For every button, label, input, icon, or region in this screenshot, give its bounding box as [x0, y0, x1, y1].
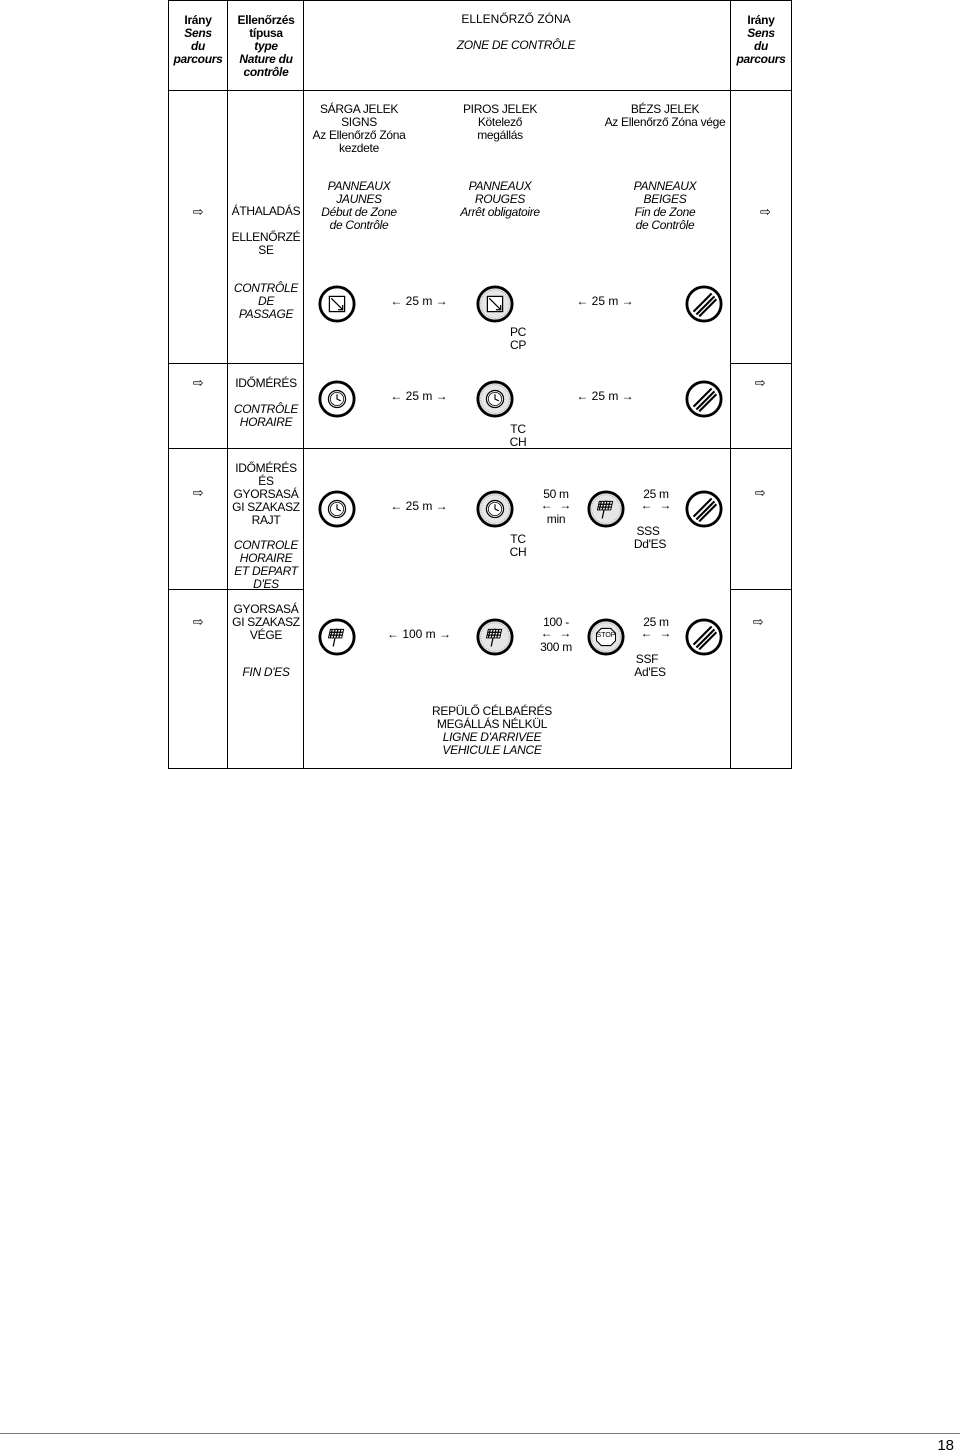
- header-type-5: contrôle: [243, 65, 289, 79]
- header-du-right: du: [753, 39, 769, 53]
- yellow-signs-fr-4: de Contrôle: [329, 218, 389, 232]
- row3-distance-2a: 50 m: [543, 487, 569, 501]
- table-border-left: [168, 0, 169, 769]
- row3-type-hu-1: IDŐMÉRÉS: [235, 461, 297, 475]
- row3-distance-3: 25 m: [643, 487, 669, 501]
- row2-type-fr-2: HORAIRE: [239, 415, 293, 429]
- yellow-signs-l3: Az Ellenőrző Zóna: [312, 128, 406, 142]
- stage-start-red-flag-sign-icon: [587, 490, 625, 528]
- table-divider: [168, 448, 792, 449]
- row2-type-hu: IDŐMÉRÉS: [235, 376, 297, 390]
- row2-distance-1: ← 25 m →: [390, 389, 448, 403]
- direction-arrow-icon: ⇨: [192, 375, 204, 390]
- yellow-signs-l2: SIGNS: [341, 115, 377, 129]
- passage-control-yellow-sign-icon: [318, 285, 356, 323]
- row3-code-2: CH: [509, 545, 527, 559]
- row3-type-hu-5: RAJT: [251, 513, 281, 527]
- red-signs-fr-2: ROUGES: [474, 192, 526, 206]
- row4-type-hu-2: GI SZAKASZ: [232, 615, 300, 629]
- direction-arrow-icon: ⇨: [754, 485, 766, 500]
- header-sens-right: Sens: [747, 26, 775, 40]
- red-signs-fr-1: PANNEAUX: [468, 179, 532, 193]
- table-border-top: [168, 0, 792, 1]
- direction-arrow-icon: ⇨: [192, 485, 204, 500]
- row4-distance-1-value: 100 m: [402, 627, 436, 641]
- table-divider: [730, 589, 792, 590]
- row3-type-hu-4: GI SZAKASZ: [232, 500, 300, 514]
- row1-type-fr-3: PASSAGE: [238, 307, 294, 321]
- finish-line-fr-2: VEHICULE LANCE: [442, 743, 542, 757]
- red-signs-l2: Kötelező: [477, 115, 523, 129]
- red-signs-fr-3: Arrêt obligatoire: [460, 205, 540, 219]
- header-irany-left: Irány: [184, 13, 212, 27]
- red-signs-l3: megállás: [477, 128, 523, 142]
- row4-distance-2a: 100 -: [543, 615, 569, 629]
- header-parcours-right: parcours: [736, 52, 786, 66]
- row4-type-hu-3: VÉGE: [249, 628, 283, 642]
- direction-arrow-icon: ⇨: [754, 375, 766, 390]
- row4-distance-3: 25 m: [643, 615, 669, 629]
- header-sens-left: Sens: [184, 26, 212, 40]
- finish-line-fr-1: LIGNE D'ARRIVEE: [442, 730, 542, 744]
- table-divider: [168, 90, 792, 91]
- direction-arrow-icon: ⇨: [752, 614, 764, 629]
- row3-type-fr-4: D'ES: [253, 577, 279, 591]
- row4-distance-2-arrows: ← →: [540, 626, 572, 640]
- end-zone-beige-sign-icon: [685, 380, 723, 418]
- row3-code-1: TC: [510, 532, 526, 546]
- beige-signs-fr-2: BEIGES: [643, 192, 687, 206]
- row2-distance-2-value: 25 m: [591, 389, 619, 403]
- row3-type-fr-2: HORAIRE: [239, 551, 293, 565]
- row4-type-hu-1: GYORSASÁ: [233, 602, 299, 616]
- row4-code-1: SSF: [635, 652, 659, 666]
- beige-signs-fr-3: Fin de Zone: [634, 205, 696, 219]
- header-du-left: du: [190, 39, 206, 53]
- yellow-signs-fr-2: JAUNES: [336, 192, 382, 206]
- stop-sign-label: STOP: [596, 632, 616, 639]
- row3-distance-1-value: 25 m: [405, 499, 433, 513]
- end-zone-beige-sign-icon: [685, 618, 723, 656]
- yellow-signs-fr-1: PANNEAUX: [327, 179, 391, 193]
- beige-signs-fr-4: de Contrôle: [635, 218, 695, 232]
- row2-distance-2: ← 25 m →: [576, 389, 634, 403]
- row3-code-4: Dd'ES: [633, 537, 667, 551]
- time-control-yellow-sign-icon: [318, 380, 356, 418]
- end-zone-beige-sign-icon: [685, 285, 723, 323]
- row4-type-fr: FIN D'ES: [242, 665, 290, 679]
- header-type-4: Nature du: [239, 52, 293, 66]
- row2-type-fr-1: CONTRÔLE: [233, 402, 299, 416]
- passage-control-red-sign-icon: [476, 285, 514, 323]
- beige-signs-l2: Az Ellenőrző Zóna vége: [604, 115, 726, 129]
- row3-distance-2-arrows: ← →: [540, 498, 572, 512]
- header-zone-fr: ZONE DE CONTRÔLE: [456, 38, 576, 52]
- time-control-red-sign-icon: [476, 490, 514, 528]
- row4-distance-2b: 300 m: [540, 640, 572, 654]
- finish-line-hu-1: REPÜLŐ CÉLBAÉRÉS: [432, 704, 552, 718]
- finish-line-hu-2: MEGÁLLÁS NÉLKÜL: [436, 717, 548, 731]
- row3-distance-2b: min: [546, 512, 566, 526]
- header-zone-hu: ELLENŐRZŐ ZÓNA: [461, 12, 571, 26]
- row1-type-hu-1: ÁTHALADÁS: [231, 204, 301, 218]
- row3-type-hu-3: GYORSASÁ: [233, 487, 299, 501]
- yellow-signs-title: SÁRGA JELEK: [319, 102, 399, 116]
- row1-type-hu-3: SE: [258, 243, 274, 257]
- row1-type-hu-2: ELLENŐRZÉ: [231, 230, 301, 244]
- row1-type-fr-2: DE: [257, 294, 275, 308]
- row4-code-2: Ad'ES: [634, 665, 666, 679]
- row1-distance-1-value: 25 m: [405, 294, 433, 308]
- table-divider: [730, 363, 792, 364]
- header-type-3: type: [254, 39, 278, 53]
- row3-type-fr-3: ET DEPART: [234, 564, 298, 578]
- row1-type-fr-1: CONTRÔLE: [233, 281, 299, 295]
- row2-code-2: CH: [509, 435, 527, 449]
- row4-distance-3-arrows: ← →: [640, 626, 672, 640]
- direction-arrow-icon: ⇨: [192, 614, 204, 629]
- table-divider: [730, 0, 731, 769]
- flying-finish-yellow-flag-sign-icon: [318, 618, 356, 656]
- footer-rule: [0, 1433, 960, 1434]
- header-type-2: típusa: [249, 26, 283, 40]
- row1-distance-2: ← 25 m →: [576, 294, 634, 308]
- row2-distance-1-value: 25 m: [405, 389, 433, 403]
- table-divider: [168, 363, 304, 364]
- row2-code-1: TC: [510, 422, 526, 436]
- red-signs-title: PIROS JELEK: [462, 102, 538, 116]
- header-type-1: Ellenőrzés: [237, 13, 295, 27]
- row3-distance-3-arrows: ← →: [640, 498, 672, 512]
- row4-distance-1: ← 100 m →: [386, 627, 452, 641]
- table-border-right: [791, 0, 792, 769]
- header-irany-right: Irány: [747, 13, 775, 27]
- table-border-bottom: [168, 768, 792, 769]
- yellow-signs-l4: kezdete: [339, 141, 379, 155]
- end-zone-beige-sign-icon: [685, 490, 723, 528]
- row1-distance-1: ← 25 m →: [390, 294, 448, 308]
- time-control-red-sign-icon: [476, 380, 514, 418]
- row3-type-hu-2: ÉS: [258, 474, 274, 488]
- beige-signs-title: BÉZS JELEK: [630, 102, 700, 116]
- header-parcours-left: parcours: [173, 52, 223, 66]
- flying-finish-red-flag-sign-icon: [476, 618, 514, 656]
- direction-arrow-icon: ⇨: [192, 204, 204, 219]
- beige-signs-fr-1: PANNEAUX: [633, 179, 697, 193]
- row1-code-1: PC: [509, 325, 527, 339]
- page-number: 18: [937, 1437, 954, 1454]
- row3-code-3: SSS: [636, 524, 660, 538]
- row1-code-2: CP: [509, 338, 527, 352]
- yellow-signs-fr-3: Début de Zone: [321, 205, 397, 219]
- row1-distance-2-value: 25 m: [591, 294, 619, 308]
- time-control-yellow-sign-icon: [318, 490, 356, 528]
- row3-type-fr-1: CONTROLE: [233, 538, 299, 552]
- row3-distance-1: ← 25 m →: [390, 499, 448, 513]
